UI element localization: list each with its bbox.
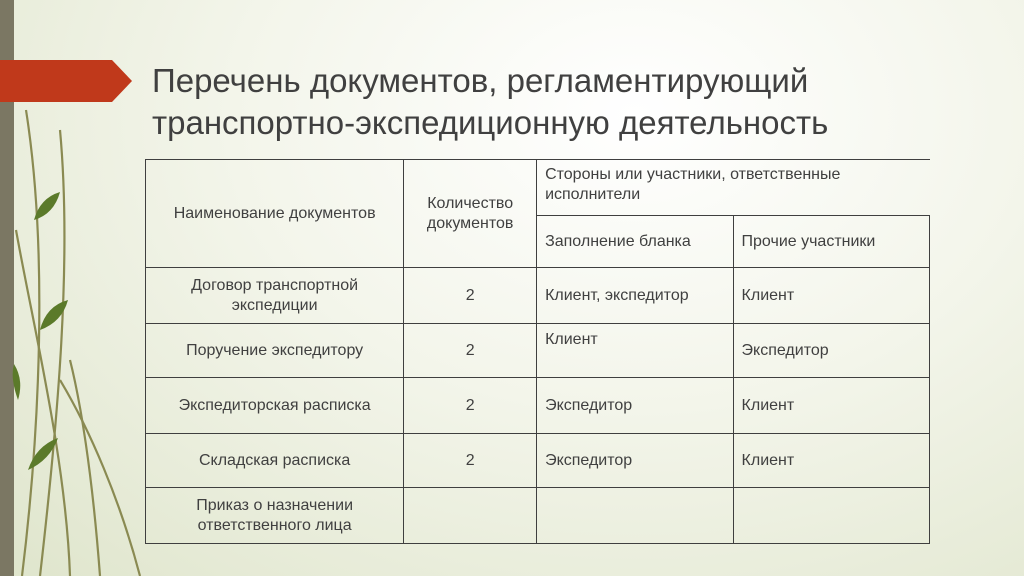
- table-row: [146, 434, 930, 488]
- table-row: [146, 324, 930, 378]
- row-other: Экспедитор: [733, 324, 929, 378]
- row-other: Клиент: [733, 268, 929, 324]
- row-fill: Экспедитор: [537, 378, 733, 434]
- header-fill: Заполнение бланка: [537, 216, 733, 268]
- table-row: [146, 268, 930, 324]
- title-line-1: Перечень документов, регламентирующий: [152, 62, 809, 99]
- row-name: Приказ о назначении ответственного лица: [146, 488, 404, 544]
- row-other: Клиент: [733, 434, 929, 488]
- table-row: [146, 378, 930, 434]
- row-count: [404, 488, 537, 544]
- header-count: Количество документов: [404, 160, 537, 268]
- row-fill: Клиент: [537, 324, 733, 378]
- row-count: 2: [404, 434, 537, 488]
- row-name: Поручение экспедитору: [146, 324, 404, 378]
- row-fill: [537, 488, 733, 544]
- row-count: 2: [404, 268, 537, 324]
- row-fill: Экспедитор: [537, 434, 733, 488]
- header-name: Наименование документов: [146, 160, 404, 268]
- row-other: Клиент: [733, 378, 929, 434]
- row-count: 2: [404, 324, 537, 378]
- table-row: [146, 488, 930, 544]
- row-name: Экспедиторская расписка: [146, 378, 404, 434]
- row-fill: Клиент, экспедитор: [537, 268, 733, 324]
- row-name: Договор транспортной экспедиции: [146, 268, 404, 324]
- row-other: [733, 488, 929, 544]
- slide-title: [152, 60, 952, 144]
- title-arrow-marker: [0, 60, 132, 102]
- header-other: Прочие участники: [733, 216, 929, 268]
- row-name: Складская расписка: [146, 434, 404, 488]
- title-line-2: транспортно-экспедиционную деятельность: [152, 104, 829, 141]
- documents-table: [145, 159, 930, 544]
- row-count: 2: [404, 378, 537, 434]
- header-parties: Стороны или участники, ответственные исполнители: [537, 160, 930, 216]
